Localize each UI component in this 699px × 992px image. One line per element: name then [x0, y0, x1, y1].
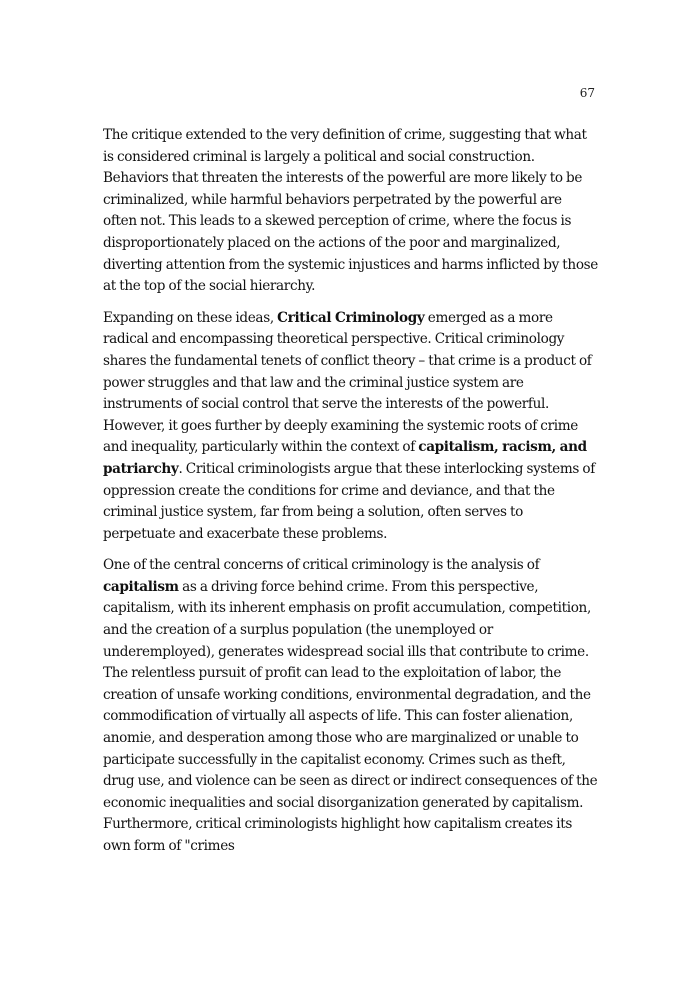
paragraph-critical-criminology — [103, 308, 598, 546]
text-run: emerged as a more radical and encompassing theoretical perspective. Critical criminology shares the fundamental tenets of conflict theory – that crime is a product of power struggles and that law and the criminal justice system are instruments of social control that serve the interests of the powerful. However, it goes further by deeply examining the systemic roots of crime and inequality, particularly within the context of — [103, 309, 592, 456]
bold-term-capitalism: capitalism — [103, 578, 179, 595]
text-run: . Critical criminologists argue that these interlocking systems of oppression create the conditions for crime and deviance, and that the criminal justice system, far from being a solution, often serves to perpetuate and exacerbate these problems. — [103, 460, 595, 542]
text-run: as a driving force behind crime. From this perspective, capitalism, with its inherent emphasis on profit accumulation, competition, and the creation of a surplus population (the unemployed or underemployed), generates widespread social ills that contribute to crime. The relentless pursuit of profit can lead to the exploitation of labor, the creation of unsafe working conditions, environmental degradation, and the commodification of virtually all aspects of life. This can foster alienation, anomie, and desperation among those who are marginalized or unable to participate successfully in the capitalist economy. Crimes such as theft, drug use, and violence can be seen as direct or indirect consequences of the economic inequalities and social disorganization generated by capitalism. Furthermore, critical criminologists highlight how capitalism creates its own form of "crimes — [103, 578, 598, 854]
paragraph-crime-definition — [103, 125, 598, 298]
document-body — [103, 125, 598, 868]
page-number: 67 — [579, 86, 595, 100]
text-run: The critique extended to the very definition of crime, suggesting that what is considered criminal is largely a political and social construction. Behaviors that threaten the interests of the powerful are more likely to be criminalized, while harmful behaviors perpetrated by the powerful are often not. This leads to a skewed perception of crime, where the focus is disproportionately placed on the actions of the poor and marginalized, diverting attention from the systemic injustices and harms inflicted by those at the top of the social hierarchy. — [103, 127, 598, 295]
paragraph-capitalism — [103, 555, 598, 857]
bold-term-capitalism-racism-patriarchy: capitalism, racism, and patriarchy — [103, 439, 587, 477]
text-run: Expanding on these ideas, — [103, 309, 278, 326]
text-run: One of the central concerns of critical criminology is the analysis of — [103, 557, 540, 574]
bold-term-critical-criminology: Critical Criminology — [277, 309, 425, 326]
